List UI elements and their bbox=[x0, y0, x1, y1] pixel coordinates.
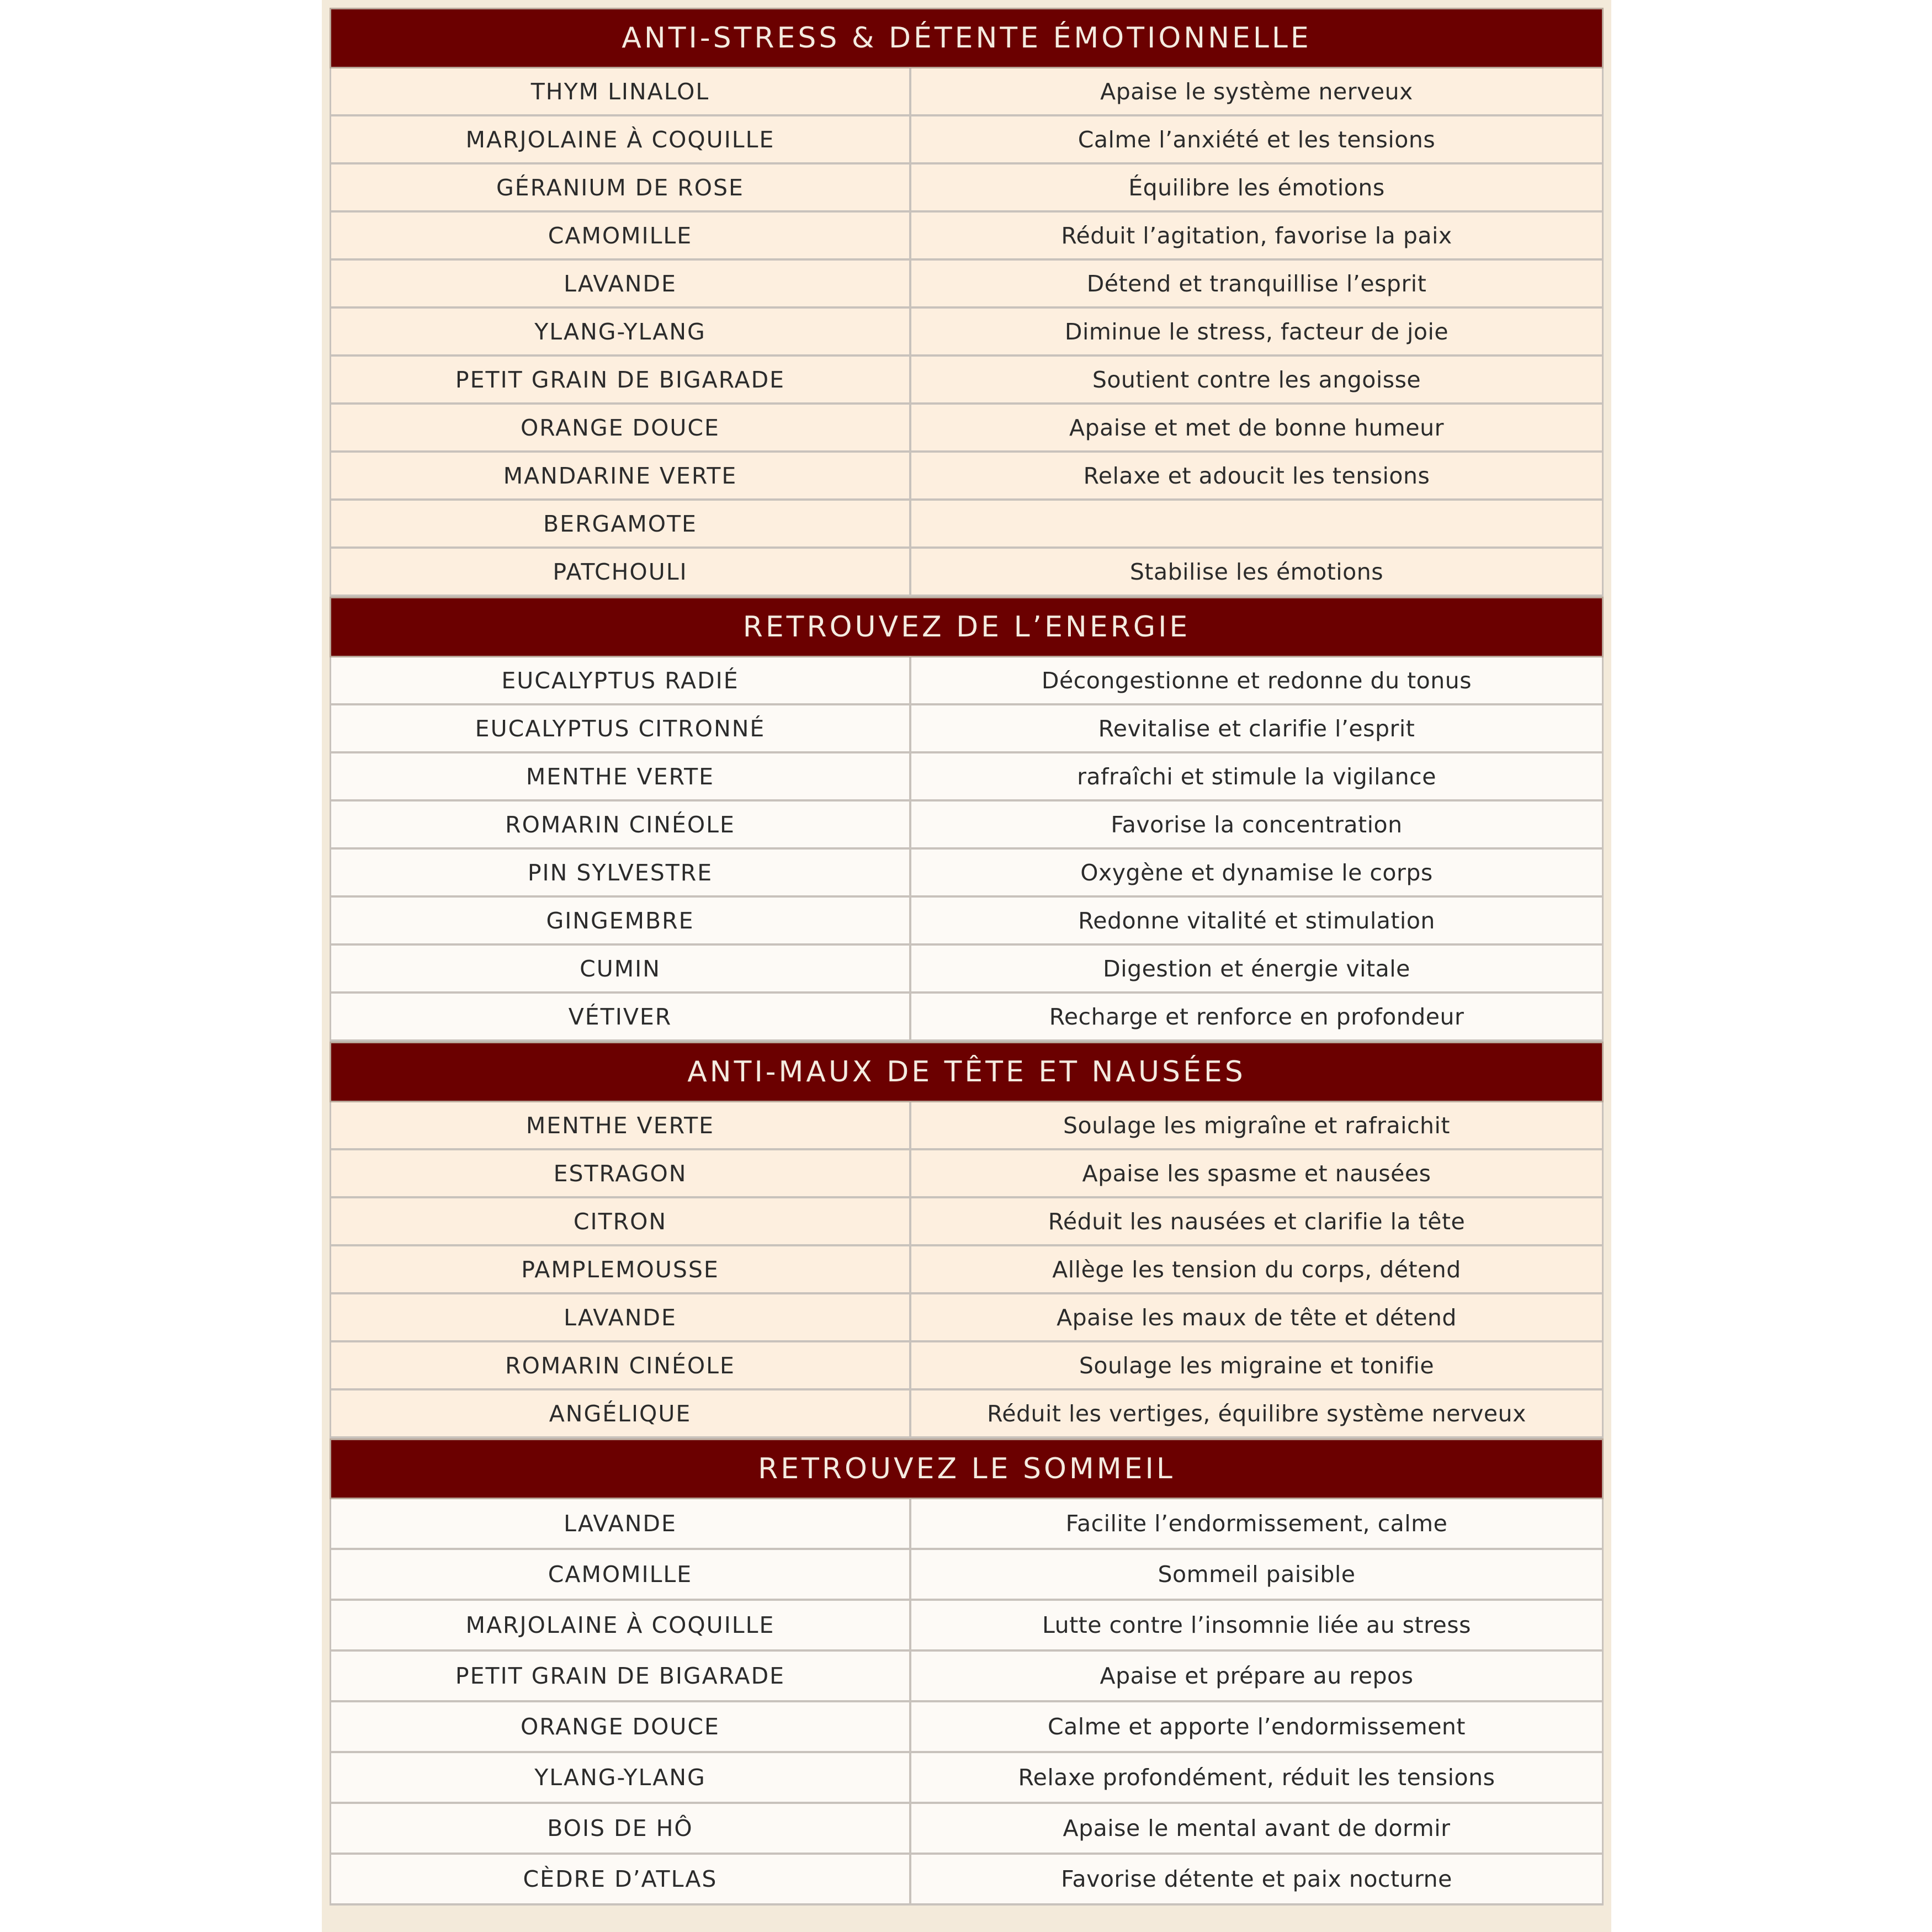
table-row bbox=[330, 1499, 1604, 1550]
oil-name-cell: EUCALYPTUS CITRONNÉ bbox=[331, 705, 911, 751]
table-row bbox=[330, 1601, 1604, 1652]
oil-benefit-cell: Réduit les vertiges, équilibre système nerveux bbox=[987, 1400, 1526, 1427]
table-row bbox=[330, 1102, 1604, 1150]
oil-benefit-cell: Diminue le stress, facteur de joie bbox=[1064, 318, 1449, 345]
oil-benefit-cell: Calme l’anxiété et les tensions bbox=[1078, 126, 1436, 153]
table-row bbox=[330, 357, 1604, 405]
oil-benefit-cell: Redonne vitalité et stimulation bbox=[1078, 907, 1435, 934]
oil-benefit-cell bbox=[911, 501, 1602, 546]
oil-benefit-cell: Favorise détente et paix nocturne bbox=[1061, 1866, 1452, 1892]
table-row bbox=[330, 1702, 1604, 1753]
oil-name-cell: PATCHOULI bbox=[331, 549, 911, 595]
oil-benefit-cell: Équilibre les émotions bbox=[1128, 174, 1385, 201]
table-row bbox=[330, 1294, 1604, 1342]
section-header: RETROUVEZ LE SOMMEIL bbox=[330, 1439, 1604, 1499]
table-row bbox=[330, 898, 1604, 946]
oil-name-cell: YLANG-YLANG bbox=[331, 1753, 911, 1802]
oil-name-cell: LAVANDE bbox=[331, 1499, 911, 1548]
oil-benefit-cell: Favorise la concentration bbox=[1111, 811, 1403, 838]
oil-benefit-cell: rafraîchi et stimule la vigilance bbox=[1077, 763, 1436, 790]
oil-name-cell: CAMOMILLE bbox=[331, 213, 911, 258]
oil-benefit-cell: Réduit l’agitation, favorise la paix bbox=[1061, 222, 1452, 249]
oil-benefit-cell: Sommeil paisible bbox=[1158, 1561, 1356, 1588]
oil-name-cell: YLANG-YLANG bbox=[331, 309, 911, 354]
table-row bbox=[330, 1855, 1604, 1906]
oil-benefit-cell: Soulage les migraine et tonifie bbox=[1079, 1352, 1435, 1379]
oil-benefit-cell: Soutient contre les angoisse bbox=[1092, 366, 1421, 393]
table-row bbox=[330, 1390, 1604, 1439]
oil-name-cell: CAMOMILLE bbox=[331, 1550, 911, 1599]
oil-name-cell: ORANGE DOUCE bbox=[331, 1702, 911, 1751]
table-row bbox=[330, 753, 1604, 802]
table-row bbox=[330, 946, 1604, 994]
section-header: ANTI-MAUX DE TÊTE ET NAUSÉES bbox=[330, 1042, 1604, 1102]
table-row bbox=[330, 1804, 1604, 1855]
oil-benefit-cell: Facilite l’endormissement, calme bbox=[1065, 1510, 1448, 1537]
table-row bbox=[330, 657, 1604, 705]
oil-benefit-cell: Relaxe profondément, réduit les tensions bbox=[1018, 1764, 1495, 1791]
oil-benefit-cell: Apaise le système nerveux bbox=[1100, 78, 1413, 105]
oil-name-cell: LAVANDE bbox=[331, 261, 911, 306]
oil-benefit-cell: Relaxe et adoucit les tensions bbox=[1083, 462, 1430, 489]
oil-name-cell: LAVANDE bbox=[331, 1294, 911, 1340]
oil-name-cell: ROMARIN CINÉOLE bbox=[331, 802, 911, 847]
oil-benefit-cell: Apaise les spasme et nausées bbox=[1082, 1160, 1431, 1187]
oil-name-cell: ORANGE DOUCE bbox=[331, 405, 911, 450]
table-row bbox=[330, 501, 1604, 549]
table-row bbox=[330, 705, 1604, 753]
oil-name-cell: ROMARIN CINÉOLE bbox=[331, 1342, 911, 1388]
table-row bbox=[330, 994, 1604, 1042]
table-row bbox=[330, 68, 1604, 116]
oil-name-cell: MENTHE VERTE bbox=[331, 1102, 911, 1148]
table-row bbox=[330, 1550, 1604, 1601]
oil-benefit-cell: Recharge et renforce en profondeur bbox=[1049, 1003, 1464, 1030]
oil-benefit-cell: Digestion et énergie vitale bbox=[1103, 955, 1410, 982]
oil-name-cell: CITRON bbox=[331, 1198, 911, 1244]
oil-benefit-cell: Revitalise et clarifie l’esprit bbox=[1098, 715, 1415, 742]
table-row bbox=[330, 1342, 1604, 1390]
oil-name-cell: CÈDRE D’ATLAS bbox=[331, 1855, 911, 1903]
oil-name-cell: MANDARINE VERTE bbox=[331, 453, 911, 498]
oil-benefit-cell: Réduit les nausées et clarifie la tête bbox=[1048, 1208, 1466, 1235]
oil-benefit-cell: Lutte contre l’insomnie liée au stress bbox=[1042, 1612, 1471, 1638]
oil-benefit-cell: Détend et tranquillise l’esprit bbox=[1086, 270, 1427, 297]
document-page bbox=[322, 0, 1611, 1932]
oil-benefit-cell: Allège les tension du corps, détend bbox=[1052, 1256, 1461, 1283]
table-row bbox=[330, 261, 1604, 309]
oil-name-cell: MARJOLAINE À COQUILLE bbox=[331, 116, 911, 162]
table-row bbox=[330, 164, 1604, 213]
oil-benefit-cell: Apaise et met de bonne humeur bbox=[1069, 414, 1444, 441]
oil-name-cell: MARJOLAINE À COQUILLE bbox=[331, 1601, 911, 1649]
oil-name-cell: EUCALYPTUS RADIÉ bbox=[331, 657, 911, 703]
table-row bbox=[330, 1198, 1604, 1246]
oil-name-cell: MENTHE VERTE bbox=[331, 753, 911, 799]
table-row bbox=[330, 802, 1604, 850]
table-row bbox=[330, 1246, 1604, 1294]
table-row bbox=[330, 850, 1604, 898]
oil-name-cell: ESTRAGON bbox=[331, 1150, 911, 1196]
oil-benefit-cell: Apaise et prépare au repos bbox=[1100, 1663, 1414, 1689]
oil-name-cell: VÉTIVER bbox=[331, 994, 911, 1039]
oil-benefit-cell: Apaise le mental avant de dormir bbox=[1063, 1815, 1451, 1841]
table-row bbox=[330, 213, 1604, 261]
oil-name-cell: PAMPLEMOUSSE bbox=[331, 1246, 911, 1292]
oils-table bbox=[330, 8, 1604, 1906]
oil-benefit-cell: Décongestionne et redonne du tonus bbox=[1041, 667, 1472, 694]
section-header: RETROUVEZ DE L’ENERGIE bbox=[330, 597, 1604, 657]
oil-benefit-cell: Calme et apporte l’endormissement bbox=[1047, 1713, 1466, 1740]
table-row bbox=[330, 1652, 1604, 1702]
oil-benefit-cell: Soulage les migraîne et rafraichit bbox=[1063, 1112, 1450, 1139]
table-row bbox=[330, 116, 1604, 164]
oil-name-cell: ANGÉLIQUE bbox=[331, 1390, 911, 1436]
oil-name-cell: GÉRANIUM DE ROSE bbox=[331, 164, 911, 210]
table-row bbox=[330, 453, 1604, 501]
table-row bbox=[330, 549, 1604, 597]
oil-name-cell: GINGEMBRE bbox=[331, 898, 911, 943]
table-row bbox=[330, 309, 1604, 357]
oil-benefit-cell: Apaise les maux de tête et détend bbox=[1057, 1304, 1457, 1331]
table-row bbox=[330, 1150, 1604, 1198]
oil-name-cell: THYM LINALOL bbox=[331, 68, 911, 114]
oil-name-cell: PETIT GRAIN DE BIGARADE bbox=[331, 357, 911, 402]
oil-name-cell: PIN SYLVESTRE bbox=[331, 850, 911, 895]
oil-name-cell: PETIT GRAIN DE BIGARADE bbox=[331, 1652, 911, 1700]
oil-benefit-cell: Oxygène et dynamise le corps bbox=[1080, 859, 1433, 886]
oil-name-cell: BOIS DE HÔ bbox=[331, 1804, 911, 1853]
oil-name-cell: BERGAMOTE bbox=[331, 501, 911, 546]
table-row bbox=[330, 1753, 1604, 1804]
table-row bbox=[330, 405, 1604, 453]
oil-name-cell: CUMIN bbox=[331, 946, 911, 991]
oil-benefit-cell: Stabilise les émotions bbox=[1129, 558, 1384, 585]
section-header: ANTI-STRESS & DÉTENTE ÉMOTIONNELLE bbox=[330, 8, 1604, 68]
